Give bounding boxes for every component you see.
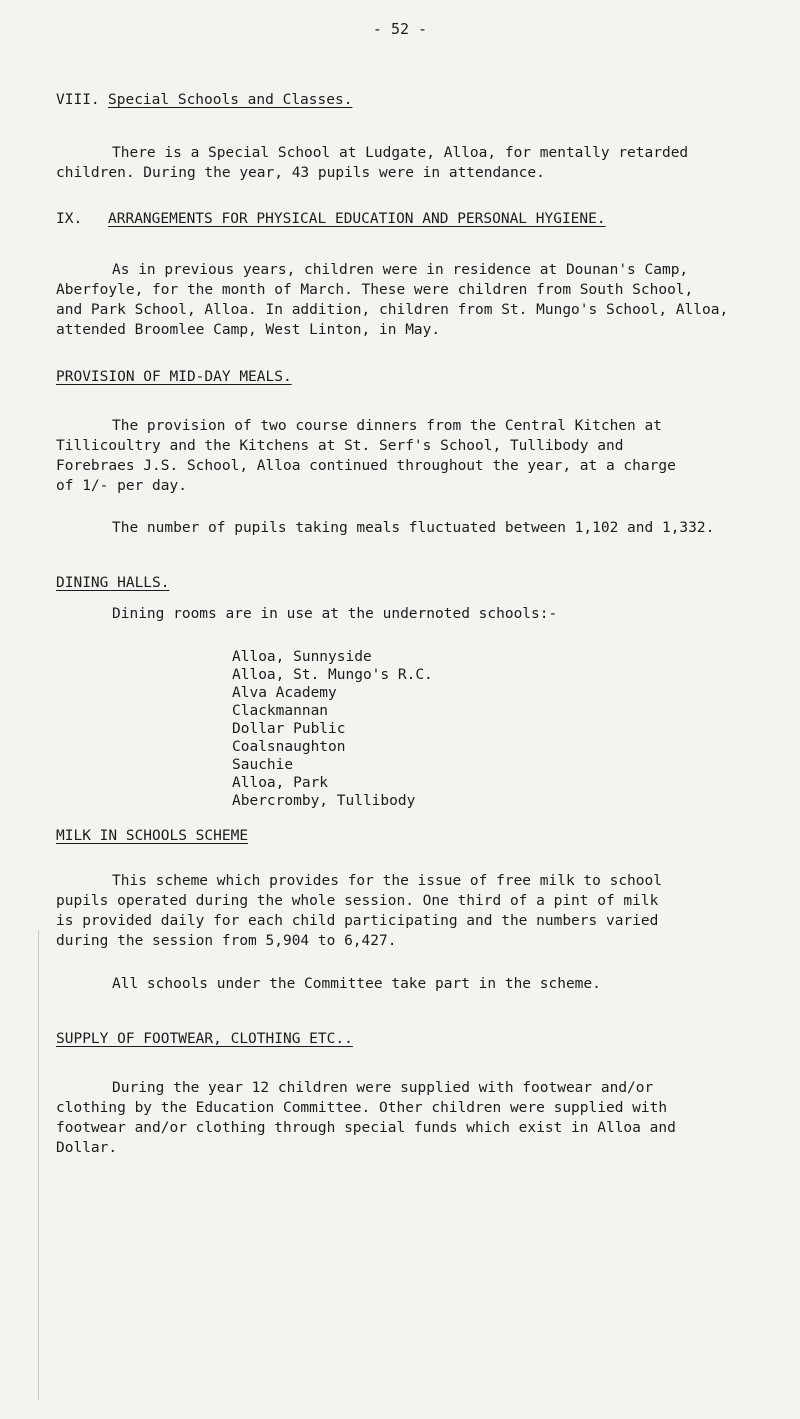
text-line: during the session from 5,904 to 6,427. — [56, 933, 397, 949]
section-heading-milk — [56, 828, 248, 844]
section-title: ARRANGEMENTS FOR PHYSICAL EDUCATION AND PERSONAL HYGIENE. — [108, 211, 606, 227]
text-line: This scheme which provides for the issue of free milk to school — [112, 873, 662, 889]
text-line: During the year 12 children were supplied with footwear and/or — [112, 1080, 654, 1096]
text-line: and Park School, Alloa. In addition, children from St. Mungo's School, Alloa, — [56, 302, 729, 318]
list-item: Abercromby, Tullibody — [232, 793, 416, 809]
text-line: The provision of two course dinners from the Central Kitchen at — [112, 418, 662, 434]
list-item: Alloa, St. Mungo's R.C. — [232, 667, 433, 683]
text-line: Dollar. — [56, 1140, 118, 1156]
paragraph-meal-numbers — [56, 518, 746, 538]
text-line: There is a Special School at Ludgate, Alloa, for mentally retarded — [112, 145, 689, 161]
paragraph-physical-education — [56, 260, 746, 340]
paragraph-mid-day-meals — [56, 416, 746, 496]
list-item: Clackmannan — [232, 703, 329, 719]
page-number: - 52 - — [372, 20, 428, 38]
list-item: Alloa, Sunnyside — [232, 649, 372, 665]
section-heading-mid-day-meals — [56, 369, 292, 385]
section-heading-physical-education — [56, 211, 606, 227]
text-line: Forebraes J.S. School, Alloa continued throughout the year, at a charge — [56, 458, 676, 474]
paragraph-milk — [56, 871, 746, 951]
text-line: is provided daily for each child participating and the numbers varied — [56, 913, 659, 929]
text-line: of 1/- per day. — [56, 478, 187, 494]
list-item: Alva Academy — [232, 685, 337, 701]
list-item: Alloa, Park — [232, 775, 329, 791]
text-line: The number of pupils taking meals fluctuated between 1,102 and 1,332. — [112, 520, 715, 536]
paragraph-special-schools — [56, 143, 746, 183]
section-title: PROVISION OF MID-DAY MEALS. — [56, 369, 292, 385]
paragraph-milk-participation — [56, 974, 746, 994]
list-item: Coalsnaughton — [232, 739, 346, 755]
text-line: footwear and/or clothing through special funds which exist in Alloa and — [56, 1120, 676, 1136]
scan-margin-line — [38, 930, 39, 1400]
section-heading-dining-halls — [56, 575, 170, 591]
paragraph-dining-intro — [56, 604, 746, 624]
section-number: VIII. — [56, 92, 100, 108]
text-line: As in previous years, children were in residence at Dounan's Camp, — [112, 262, 689, 278]
dining-schools-list — [232, 648, 433, 810]
text-line: Tillicoultry and the Kitchens at St. Serf's School, Tullibody and — [56, 438, 624, 454]
section-heading-footwear — [56, 1031, 353, 1047]
list-item: Sauchie — [232, 757, 294, 773]
text-line: attended Broomlee Camp, West Linton, in May. — [56, 322, 441, 338]
section-title: DINING HALLS. — [56, 575, 170, 591]
section-title: Special Schools and Classes. — [108, 92, 353, 108]
section-title: MILK IN SCHOOLS SCHEME — [56, 828, 249, 844]
text-line: children. During the year, 43 pupils were in attendance. — [56, 165, 545, 181]
paragraph-footwear — [56, 1078, 746, 1158]
list-item: Dollar Public — [232, 721, 346, 737]
section-heading-special-schools — [56, 92, 352, 108]
section-number: IX. — [56, 211, 83, 227]
text-line: All schools under the Committee take part in the scheme. — [112, 976, 601, 992]
section-title: SUPPLY OF FOOTWEAR, CLOTHING ETC.. — [56, 1031, 353, 1047]
text-line: clothing by the Education Committee. Other children were supplied with — [56, 1100, 668, 1116]
text-line: Aberfoyle, for the month of March. These were children from South School, — [56, 282, 694, 298]
text-line: Dining rooms are in use at the undernoted schools:- — [112, 606, 558, 622]
text-line: pupils operated during the whole session. One third of a pint of milk — [56, 893, 659, 909]
